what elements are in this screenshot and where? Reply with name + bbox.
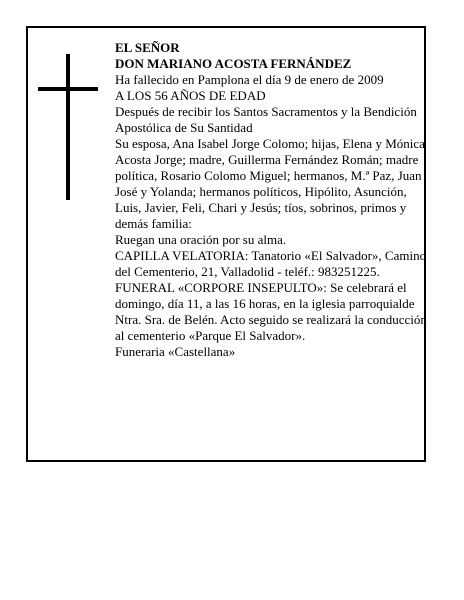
prayer-request: Ruegan una oración por su alma. [115, 232, 287, 247]
chapel-info: CAPILLA VELATORIA: Tanatorio «El Salvador», Camino del Cementerio, 21, Valladolid - teléf.: 983251225. [115, 248, 427, 279]
cross-vertical-bar [66, 54, 70, 200]
obituary-notice [26, 26, 426, 462]
funeral-home: Funeraria «Castellana» [115, 344, 236, 359]
sacraments-statement: Después de recibir los Santos Sacramentos y la Bendición Apostólica de Su Santidad [115, 104, 417, 135]
notice-title: EL SEÑOR [115, 40, 180, 55]
age-statement: A LOS 56 AÑOS DE EDAD [115, 88, 266, 103]
funeral-info: FUNERAL «CORPORE INSEPULTO»: Se celebrará el domingo, día 11, a las 16 horas, en la iglesia parroquialde Ntra. Sra. de Belén. Acto seguido se realizará la conducción al cementerio «Parque El Salvador». [115, 280, 427, 343]
cross-icon [38, 54, 98, 200]
cross-horizontal-bar [38, 87, 98, 91]
death-statement: Ha fallecido en Pamplona el día 9 de enero de 2009 [115, 72, 384, 87]
deceased-name: DON MARIANO ACOSTA FERNÁNDEZ [115, 56, 352, 71]
family-list: Su esposa, Ana Isabel Jorge Colomo; hijas, Elena y Mónica Acosta Jorge; madre, Guillerma Fernández Román; madre política, Rosario Colomo Miguel; hermanos, M.ª Paz, Juan José y Yolanda; hermanos políticos, Hipólito, Asunción, Luis, Javier, Feli, Chari y Jesús; tíos, sobrinos, primos y demás familia: [115, 136, 425, 231]
notice-text [115, 40, 427, 360]
